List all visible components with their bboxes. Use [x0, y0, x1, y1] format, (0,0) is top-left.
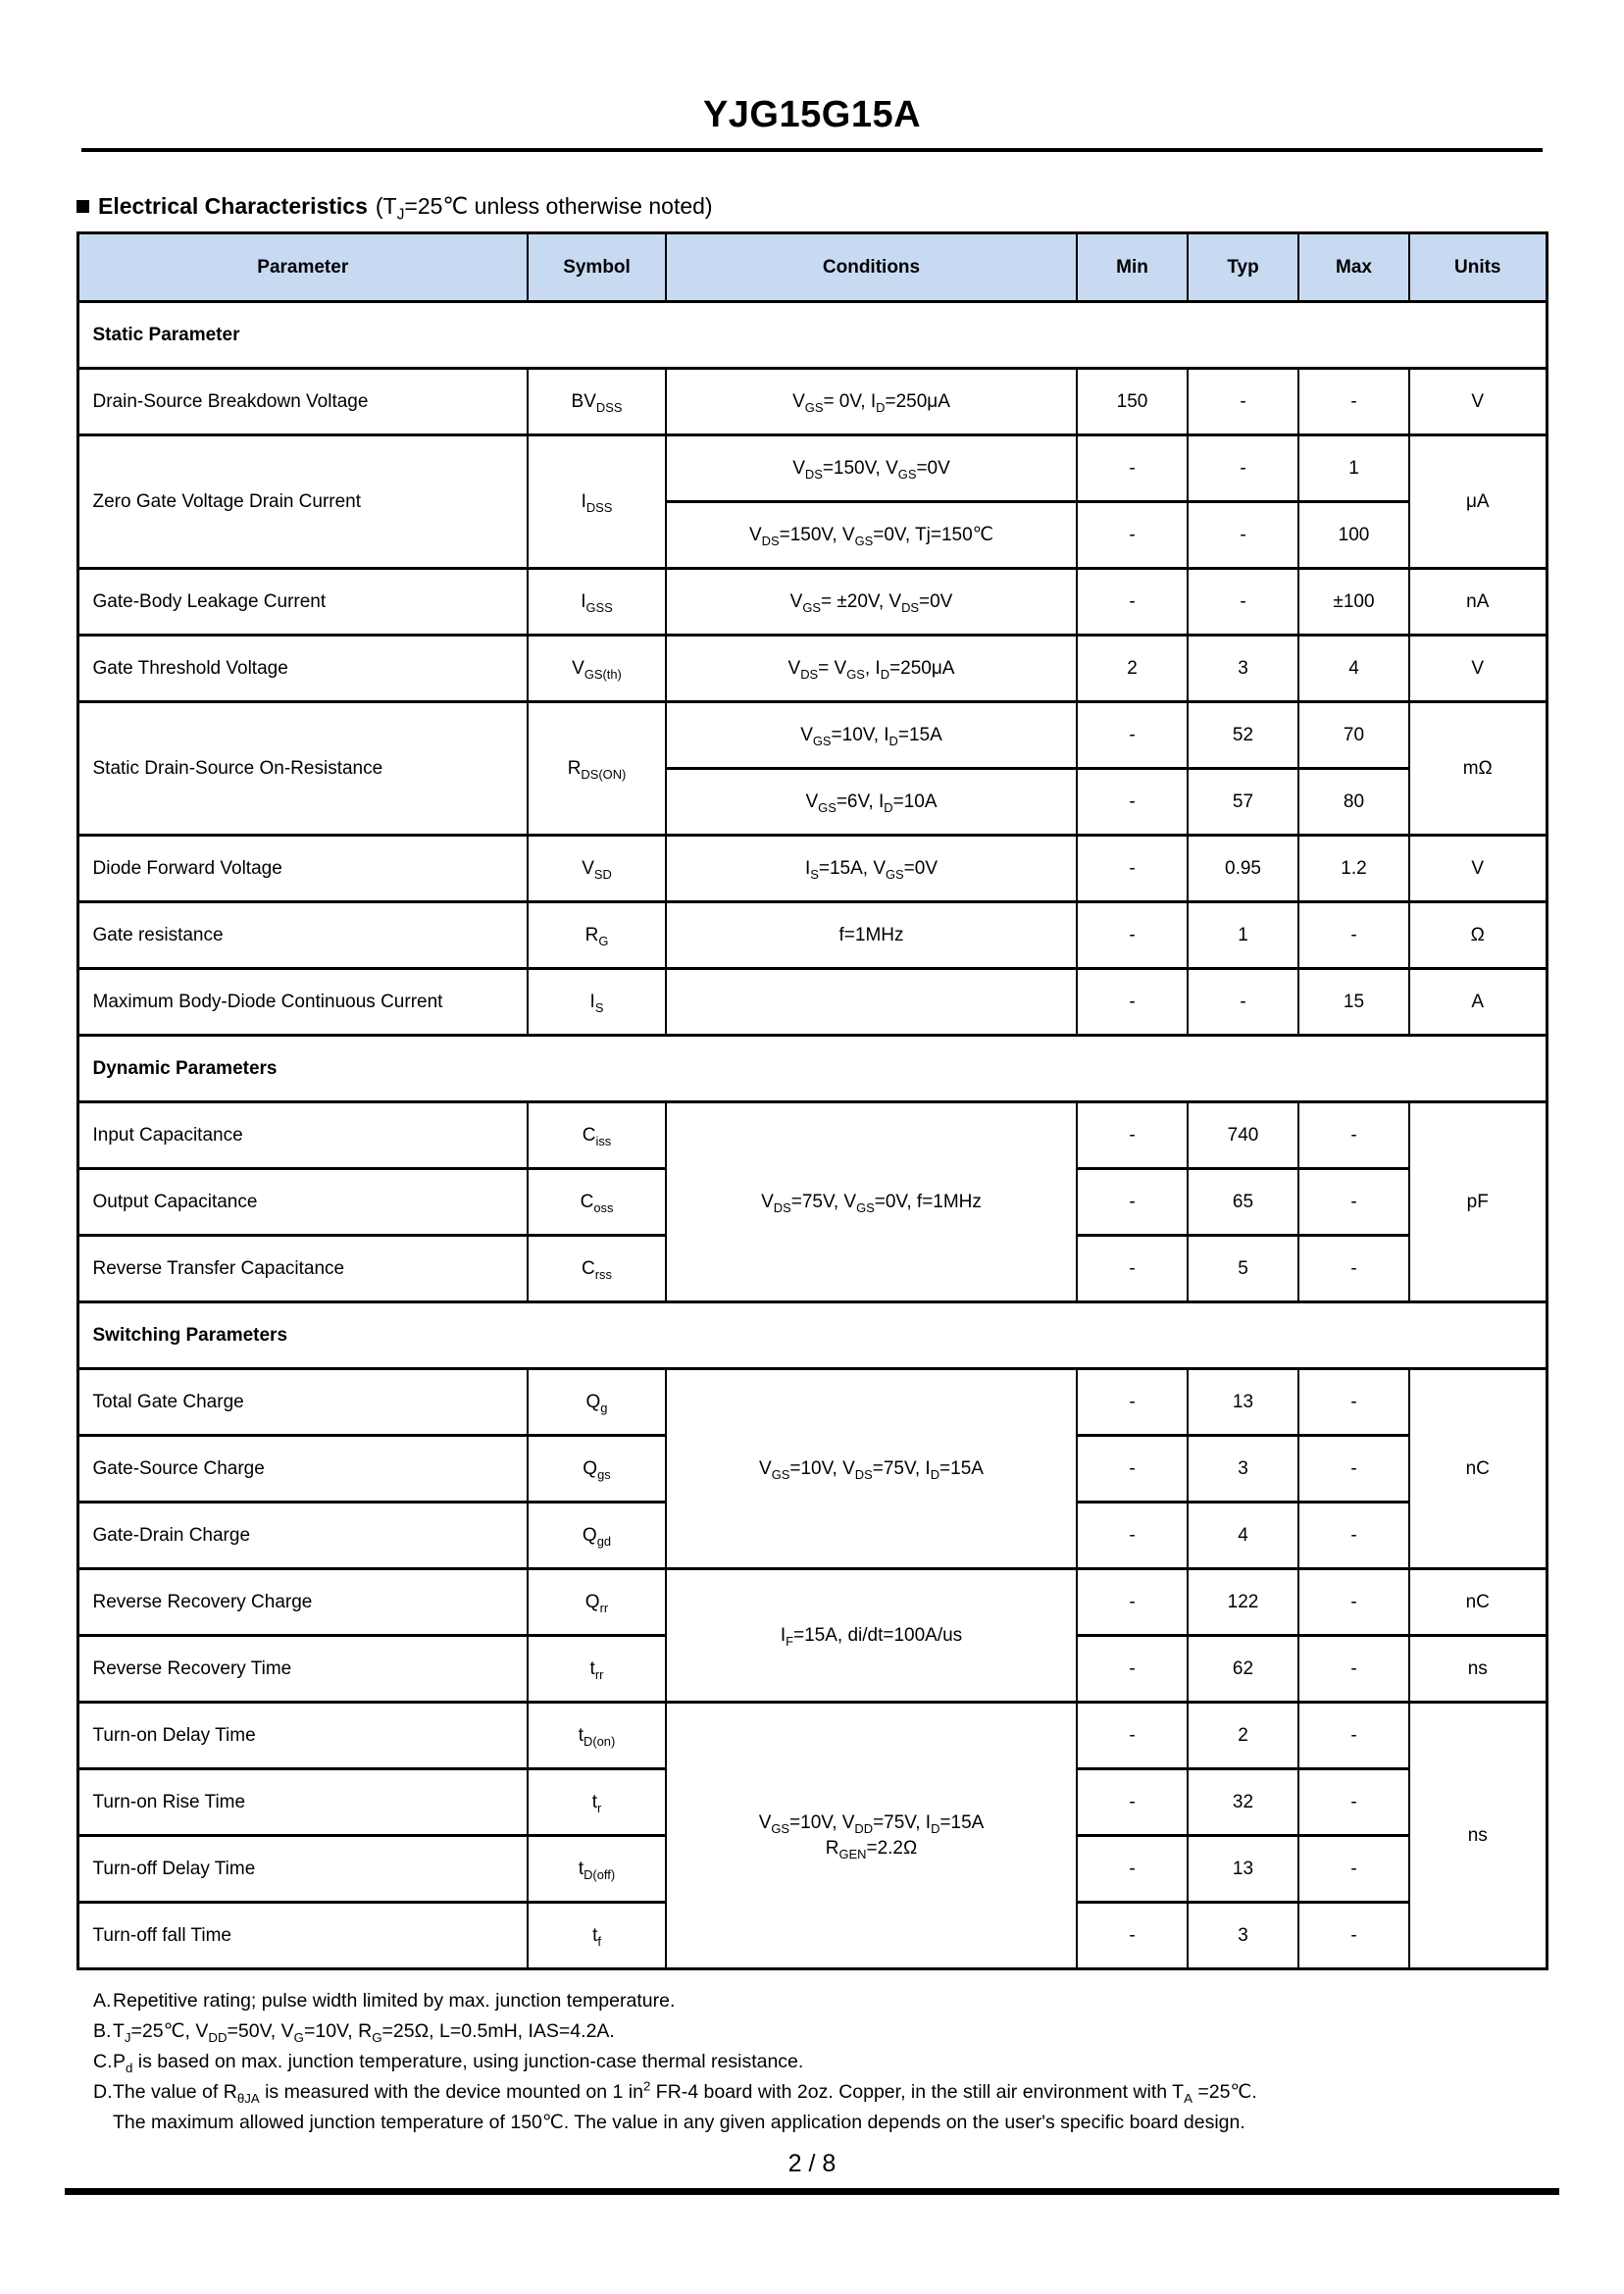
table-cell: -	[1188, 435, 1298, 502]
table-cell: -	[1077, 1569, 1188, 1636]
table-cell: -	[1077, 1903, 1188, 1969]
table-cell: -	[1077, 702, 1188, 769]
section-row	[77, 1036, 1547, 1102]
table-cell: 52	[1188, 702, 1298, 769]
table-cell: -	[1077, 902, 1188, 969]
parameter-cell: Maximum Body-Diode Continuous Current	[77, 969, 528, 1036]
table-cell: $C_{oss}$	[528, 1169, 666, 1236]
table-cell: 57	[1188, 769, 1298, 836]
table-cell: ±100	[1298, 569, 1409, 636]
table-cell: -	[1298, 1503, 1409, 1569]
table-cell: 62	[1188, 1636, 1298, 1703]
column-header: Parameter	[77, 233, 528, 302]
parameter-cell: Gate Threshold Voltage	[77, 636, 528, 702]
table-cell: -	[1298, 1236, 1409, 1302]
table-cell: -	[1188, 569, 1298, 636]
table-cell: μA	[1409, 435, 1547, 569]
table-cell: 13	[1188, 1836, 1298, 1903]
table-cell: $V_{GS(th)}$	[528, 636, 666, 702]
table-cell: V	[1409, 836, 1547, 902]
parameter-cell: Reverse Recovery Charge	[77, 1569, 528, 1636]
table-row	[77, 435, 1547, 502]
table-cell: -	[1077, 569, 1188, 636]
table-cell: 0.95	[1188, 836, 1298, 902]
table-cell: 1	[1298, 435, 1409, 502]
table-cell: 1.2	[1298, 836, 1409, 902]
table-cell: 70	[1298, 702, 1409, 769]
parameter-cell: Turn-on Rise Time	[77, 1769, 528, 1836]
table-cell: -	[1188, 369, 1298, 435]
column-header: Typ	[1188, 233, 1298, 302]
parameter-cell: Reverse Transfer Capacitance	[77, 1236, 528, 1302]
table-cell: -	[1298, 1102, 1409, 1169]
table-cell: V	[1409, 636, 1547, 702]
table-cell: V	[1409, 369, 1547, 435]
table-row	[77, 1102, 1547, 1169]
table-cell: -	[1298, 1569, 1409, 1636]
table-row	[77, 1569, 1547, 1636]
table-cell: $C_{rss}$	[528, 1236, 666, 1302]
footnote	[72, 2016, 1552, 2047]
column-header: Conditions	[666, 233, 1077, 302]
table-cell: -	[1298, 1836, 1409, 1903]
table-header-row	[77, 233, 1547, 302]
table-cell: -	[1298, 1436, 1409, 1503]
table-cell: 15	[1298, 969, 1409, 1036]
table-cell: 32	[1188, 1769, 1298, 1836]
table-cell: $t_f$	[528, 1903, 666, 1969]
table-cell: -	[1077, 1636, 1188, 1703]
table-cell: -	[1077, 769, 1188, 836]
table-cell: $V_{SD}$	[528, 836, 666, 902]
table-cell: -	[1077, 1369, 1188, 1436]
table-cell: $V_{GS}= \pm 20V$, $V_{DS}=0V$	[666, 569, 1077, 636]
table-cell: ns	[1409, 1636, 1547, 1703]
parameter-cell: Gate-Drain Charge	[77, 1503, 528, 1569]
column-header: Max	[1298, 233, 1409, 302]
table-cell: $t_{D(off)}$	[528, 1836, 666, 1903]
table-cell: nA	[1409, 569, 1547, 636]
heading-text: Electrical Characteristics	[98, 193, 368, 219]
footnote-label: A.	[93, 1990, 112, 2012]
table-row	[77, 636, 1547, 702]
parameter-cell: Gate-Body Leakage Current	[77, 569, 528, 636]
table-cell: $t_{D(on)}$	[528, 1703, 666, 1769]
footnote	[72, 2077, 1552, 2138]
section-label: Dynamic Parameters	[77, 1036, 1547, 1102]
column-header: Symbol	[528, 233, 666, 302]
footnote-text: The value of $R_{\theta JA}$ is measured with the device mounted on 1 $in^2$ FR-4 board with 2oz. Copper, in the still air environment with $T_A$ =25℃. The maximum allowed junction temperature of 150℃. The value in any given application depends on the user's specific board design.	[113, 2078, 1257, 2133]
table-cell: $V_{GS}=6V$, $I_D=10A$	[666, 769, 1077, 836]
table-row	[77, 1703, 1547, 1769]
footnote-label: C.	[93, 2051, 113, 2072]
table-cell: 4	[1298, 636, 1409, 702]
table-cell: $V_{GS}= 0V$, $I_D=250\mu A$	[666, 369, 1077, 435]
table-cell: nC	[1409, 1369, 1547, 1569]
section-row	[77, 1302, 1547, 1369]
table-cell: -	[1077, 502, 1188, 569]
footnotes	[72, 1986, 1552, 2138]
table-cell: -	[1298, 1369, 1409, 1436]
table-cell: -	[1077, 1769, 1188, 1836]
electrical-characteristics-heading	[76, 193, 1548, 224]
heading-condition-note: ($T_J=25℃$ unless otherwise noted)	[375, 193, 713, 224]
table-cell: 3	[1188, 1436, 1298, 1503]
table-cell: $Q_{gd}$	[528, 1503, 666, 1569]
parameter-cell: Total Gate Charge	[77, 1369, 528, 1436]
table-cell: $V_{DS}=75V$, $V_{GS}=0V$, f=1MHz	[666, 1102, 1077, 1302]
table-cell: -	[1077, 1102, 1188, 1169]
table-cell: -	[1077, 1169, 1188, 1236]
footnote	[72, 1986, 1552, 2016]
page-number: 2 / 8	[787, 2150, 837, 2177]
table-cell: $V_{GS}=10V$, $V_{DS}=75V$, $I_D=15A$	[666, 1369, 1077, 1569]
table-cell: -	[1077, 1236, 1188, 1302]
table-cell: -	[1077, 1836, 1188, 1903]
table-cell: -	[1077, 836, 1188, 902]
table-cell: $R_{DS(ON)}$	[528, 702, 666, 836]
table-cell: 122	[1188, 1569, 1298, 1636]
table-cell: 2	[1188, 1703, 1298, 1769]
table-row	[77, 902, 1547, 969]
table-cell: 5	[1188, 1236, 1298, 1302]
table-cell: -	[1077, 1703, 1188, 1769]
parameter-cell: Drain-Source Breakdown Voltage	[77, 369, 528, 435]
footnote-text: Repetitive rating; pulse width limited by max. junction temperature.	[113, 1990, 676, 2012]
table-cell: $I_{DSS}$	[528, 435, 666, 569]
table-cell	[666, 969, 1077, 1036]
table-cell: 150	[1077, 369, 1188, 435]
table-cell: 1	[1188, 902, 1298, 969]
table-cell: -	[1298, 369, 1409, 435]
table-cell: 4	[1188, 1503, 1298, 1569]
table-cell: $Q_{gs}$	[528, 1436, 666, 1503]
page-title: YJG15G15A	[702, 94, 922, 135]
table-cell: $I_S=15A$, $V_{GS}=0V$	[666, 836, 1077, 902]
table-cell: $R_G$	[528, 902, 666, 969]
parameter-cell: Gate resistance	[77, 902, 528, 969]
table-cell: -	[1077, 1436, 1188, 1503]
table-cell: $t_{rr}$	[528, 1636, 666, 1703]
table-cell: -	[1077, 435, 1188, 502]
table-cell: 80	[1298, 769, 1409, 836]
table-row	[77, 969, 1547, 1036]
table-cell: 13	[1188, 1369, 1298, 1436]
parameter-cell: Reverse Recovery Time	[77, 1636, 528, 1703]
table-cell: $I_S$	[528, 969, 666, 1036]
table-cell: -	[1298, 1636, 1409, 1703]
table-row	[77, 702, 1547, 769]
table-cell: $I_F=15A$, di/dt=100A/us	[666, 1569, 1077, 1703]
electrical-characteristics-table	[76, 231, 1548, 1970]
parameter-cell: Output Capacitance	[77, 1169, 528, 1236]
table-cell: 65	[1188, 1169, 1298, 1236]
table-cell: $V_{GS}=10V$, $I_D=15A$	[666, 702, 1077, 769]
table-cell: mΩ	[1409, 702, 1547, 836]
parameter-cell: Gate-Source Charge	[77, 1436, 528, 1503]
table-cell: 3	[1188, 1903, 1298, 1969]
section-label: Switching Parameters	[77, 1302, 1547, 1369]
table-cell: $Q_{rr}$	[528, 1569, 666, 1636]
table-cell: -	[1298, 1769, 1409, 1836]
table-cell: Ω	[1409, 902, 1547, 969]
table-row	[77, 369, 1547, 435]
column-header: Min	[1077, 233, 1188, 302]
table-cell: 3	[1188, 636, 1298, 702]
table-cell: $C_{iss}$	[528, 1102, 666, 1169]
section-label: Static Parameter	[77, 302, 1547, 369]
square-bullet-icon	[76, 200, 89, 213]
table-cell: -	[1298, 902, 1409, 969]
table-cell: -	[1188, 502, 1298, 569]
title-divider	[81, 148, 1543, 152]
column-header: Units	[1409, 233, 1547, 302]
table-cell: $t_r$	[528, 1769, 666, 1836]
table-cell: $V_{GS}=10V$, $V_{DD}=75V$, $I_D=15A$ $R_{GEN}=2.2\Omega$	[666, 1703, 1077, 1969]
parameter-cell: Turn-on Delay Time	[77, 1703, 528, 1769]
parameter-cell: Static Drain-Source On-Resistance	[77, 702, 528, 836]
table-cell: ns	[1409, 1703, 1547, 1969]
table-cell: f=1MHz	[666, 902, 1077, 969]
table-row	[77, 569, 1547, 636]
table-cell: $BV_{DSS}$	[528, 369, 666, 435]
section-row	[77, 302, 1547, 369]
footnote-label: D.	[93, 2081, 113, 2103]
table-cell: -	[1298, 1903, 1409, 1969]
table-cell: $Q_g$	[528, 1369, 666, 1436]
table-cell: -	[1298, 1169, 1409, 1236]
table-cell: pF	[1409, 1102, 1547, 1302]
table-cell: -	[1077, 1503, 1188, 1569]
table-cell: -	[1298, 1703, 1409, 1769]
parameter-cell: Turn-off Delay Time	[77, 1836, 528, 1903]
table-cell: $V_{DS}=150V$, $V_{GS}=0V$	[666, 435, 1077, 502]
footer-divider	[65, 2188, 1559, 2195]
footnote-text: $T_J=25℃$, $V_{DD}=50V$, $V_G=10V$, $R_G=25\Omega$, L=0.5mH, IAS=4.2A.	[113, 2020, 615, 2045]
table-cell: $I_{GSS}$	[528, 569, 666, 636]
table-row	[77, 836, 1547, 902]
table-cell: -	[1188, 969, 1298, 1036]
table-cell: 100	[1298, 502, 1409, 569]
table-cell: $V_{DS}= V_{GS}$, $I_D=250\mu A$	[666, 636, 1077, 702]
parameter-cell: Turn-off fall Time	[77, 1903, 528, 1969]
footnote-text: $P_d$ is based on max. junction temperature, using junction-case thermal resistance.	[113, 2051, 804, 2075]
footnote	[72, 2047, 1552, 2077]
parameter-cell: Diode Forward Voltage	[77, 836, 528, 902]
table-row	[77, 1369, 1547, 1436]
table-cell: $V_{DS}=150V$, $V_{GS}=0V$, Tj=150℃	[666, 502, 1077, 569]
table-cell: 2	[1077, 636, 1188, 702]
footnote-label: B.	[93, 2020, 112, 2042]
table-cell: nC	[1409, 1569, 1547, 1636]
table-cell: 740	[1188, 1102, 1298, 1169]
parameter-cell: Input Capacitance	[77, 1102, 528, 1169]
table-cell: -	[1077, 969, 1188, 1036]
parameter-cell: Zero Gate Voltage Drain Current	[77, 435, 528, 569]
table-cell: A	[1409, 969, 1547, 1036]
